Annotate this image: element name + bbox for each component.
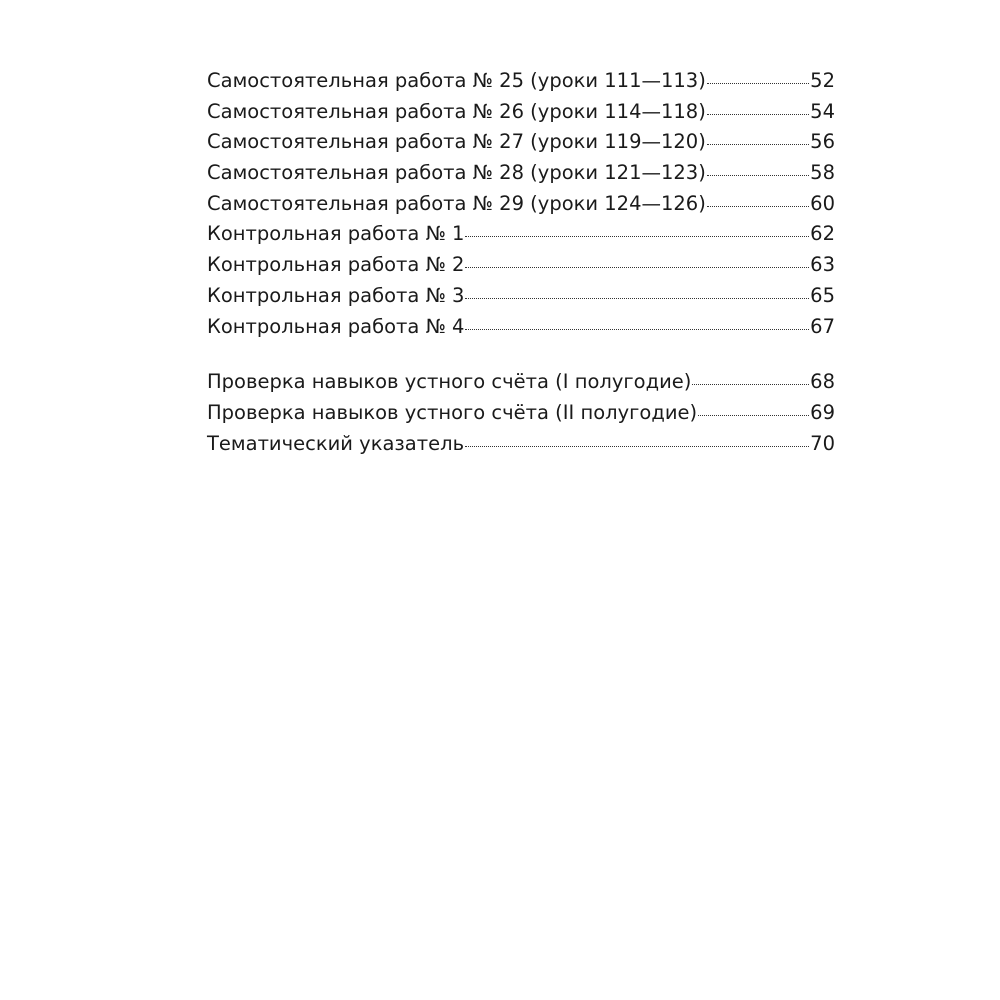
toc-entry-title: Самостоятельная работа № 28 (уроки 121—123): [207, 161, 706, 185]
toc-dot-leader: [707, 206, 809, 207]
toc-entry[interactable]: [207, 66, 835, 97]
toc-dot-leader: [465, 298, 809, 299]
table-of-contents: [207, 66, 835, 459]
toc-entry-page: 65: [810, 283, 835, 307]
toc-dot-leader: [465, 267, 809, 268]
toc-entry-title: Контрольная работа № 1: [207, 222, 465, 246]
toc-entry-title: Контрольная работа № 4: [207, 314, 465, 338]
toc-entry-title: Самостоятельная работа № 25 (уроки 111—113): [207, 69, 706, 92]
toc-dot-leader: [707, 144, 809, 145]
toc-entry-page: 68: [810, 370, 835, 394]
toc-entry-title: Самостоятельная работа № 26 (уроки 114—118): [207, 99, 706, 123]
toc-entry[interactable]: [207, 398, 835, 429]
toc-entry-page: 54: [810, 99, 835, 123]
toc-entry-page: 69: [810, 400, 835, 424]
toc-dot-leader: [465, 446, 809, 447]
toc-entry-title: Самостоятельная работа № 27 (уроки 119—120): [207, 130, 706, 154]
toc-entry[interactable]: [207, 281, 835, 312]
toc-entry[interactable]: [207, 127, 835, 158]
toc-entry-page: 60: [810, 191, 835, 215]
toc-entry-title: Контрольная работа № 3: [207, 283, 465, 307]
toc-dot-leader: [692, 384, 809, 385]
toc-group-checks: [207, 367, 835, 459]
toc-entry-title: Самостоятельная работа № 29 (уроки 124—126): [207, 191, 706, 215]
toc-entry-title: Контрольная работа № 2: [207, 253, 465, 277]
toc-dot-leader: [465, 329, 809, 330]
toc-entry-title: Проверка навыков устного счёта (II полугодие): [207, 400, 698, 424]
toc-entry[interactable]: [207, 189, 835, 220]
toc-group-works: [207, 66, 835, 342]
toc-entry[interactable]: [207, 97, 835, 128]
toc-entry[interactable]: [207, 158, 835, 189]
toc-entry-page: 63: [810, 253, 835, 277]
toc-dot-leader: [707, 175, 809, 176]
toc-entry[interactable]: [207, 219, 835, 250]
toc-entry-title: Тематический указатель: [207, 431, 465, 455]
toc-dot-leader: [465, 236, 809, 237]
toc-dot-leader: [698, 415, 809, 416]
toc-dot-leader: [707, 114, 809, 115]
toc-entry-page: 62: [810, 222, 835, 246]
toc-entry[interactable]: [207, 250, 835, 281]
toc-dot-leader: [707, 83, 809, 84]
toc-entry-page: 58: [810, 161, 835, 185]
toc-entry[interactable]: [207, 312, 835, 343]
toc-entry-page: 67: [810, 314, 835, 338]
toc-entry[interactable]: [207, 429, 835, 460]
toc-entry-page: 52: [810, 69, 835, 92]
toc-entry-title: Проверка навыков устного счёта (I полугодие): [207, 370, 692, 394]
toc-entry[interactable]: [207, 367, 835, 398]
toc-entry-page: 56: [810, 130, 835, 154]
toc-entry-page: 70: [810, 431, 835, 455]
